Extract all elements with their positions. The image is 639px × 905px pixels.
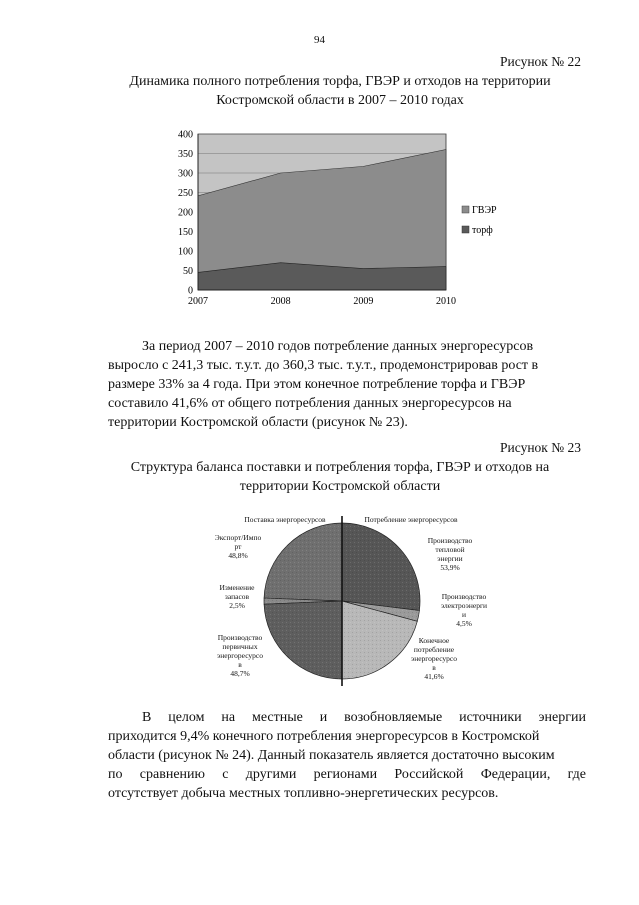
page-number: 94 <box>314 34 325 46</box>
paragraph-1-line2: выросло с 241,3 тыс. т.у.т. до 360,3 тыс. т.у.т., продемонстрировав рост в <box>108 358 539 373</box>
pie-label-stock-change: Изменение запасов 2,5% <box>219 583 255 610</box>
pie-label-export-import: Экспорт/Импо рт 48,8% <box>214 533 262 560</box>
paragraph-2-line5: отсутствует добыча местных топливно-энергетических ресурсов. <box>108 786 499 801</box>
figure-22-caption-line2: Костромской области в 2007 – 2010 годах <box>216 93 464 108</box>
y-tick-label: 250 <box>178 188 193 199</box>
paragraph-2 <box>108 708 586 803</box>
y-tick-labels <box>178 130 193 297</box>
pie-slice-heat-production-texture <box>342 523 420 611</box>
y-tick-label: 150 <box>178 227 193 238</box>
y-tick-label: 300 <box>178 168 193 180</box>
figure-22-caption-line1: Динамика полного потребления торфа, ГВЭР и отходов на территории <box>129 74 551 89</box>
paragraph-2-line2: приходится 9,4% конечного потребления энергоресурсов в Костромской <box>108 729 540 744</box>
figure-22-caption <box>60 72 620 110</box>
paragraph-1 <box>108 337 586 432</box>
x-tick-label: 2008 <box>270 296 291 307</box>
y-tick-label: 400 <box>178 129 193 141</box>
paragraph-2-line3: области (рисунок № 24). Данный показатель является достаточно высоким <box>108 748 555 763</box>
y-tick-label: 200 <box>178 207 193 219</box>
pie-label-primary-production: Производство первичных энергоресурсо в 48,7% <box>216 633 264 678</box>
y-tick-label: 50 <box>183 266 193 277</box>
pie-label-electricity-production: Производство электроэнерги и 4,5% <box>440 592 488 628</box>
figure-23-caption-line1: Структура баланса поставки и потребления торфа, ГВЭР и отходов на <box>130 460 550 475</box>
legend-swatch-torf <box>462 226 469 233</box>
paragraph-2-line1: В целом на местные и возобновляемые источники энергии <box>142 710 586 725</box>
figure-23-label: Рисунок № 23 <box>500 440 581 455</box>
y-tick-label: 100 <box>178 246 193 258</box>
paragraph-1-line1: За период 2007 – 2010 годов потребление данных энергоресурсов <box>142 339 534 354</box>
pie-header-consumption: Потребление энергоресурсов <box>364 515 458 524</box>
pie-label-heat-production: Производство тепловой энергии 53,9% <box>427 536 473 572</box>
x-tick-label: 2007 <box>188 296 208 307</box>
y-tick-label: 0 <box>188 285 193 297</box>
figure-23-caption-line2: территории Костромской области <box>239 479 441 494</box>
paragraph-1-line5: территории Костромской области (рисунок № 23). <box>108 415 408 430</box>
paragraph-2-line4: по сравнению с другими регионами Российской Федерации, где <box>108 767 586 782</box>
figure-22-label: Рисунок № 22 <box>500 54 581 69</box>
paragraph-1-line4: составило 41,6% от общего потребления данных энергоресурсов на <box>108 396 512 411</box>
figure-23-caption <box>60 458 620 496</box>
x-tick-labels <box>188 296 456 307</box>
pie-label-final-consumption: Конечное потребление энергоресурсо в 41,6% <box>410 636 458 681</box>
x-tick-label: 2010 <box>436 296 456 307</box>
y-tick-label: 350 <box>178 149 193 160</box>
pie-header-supply: Поставка энергоресурсов <box>244 515 326 524</box>
paragraph-1-line3: размере 33% за 4 года. При этом конечное потребление торфа и ГВЭР <box>108 377 526 392</box>
pie-chart <box>200 508 500 688</box>
x-tick-label: 2009 <box>353 296 374 307</box>
legend-label-torf: торф <box>472 225 493 236</box>
pie-slice-export-import-texture <box>264 523 342 601</box>
legend-swatch-gver <box>462 206 469 213</box>
legend-label-gver: ГВЭР <box>472 205 497 216</box>
area-chart <box>160 122 560 317</box>
